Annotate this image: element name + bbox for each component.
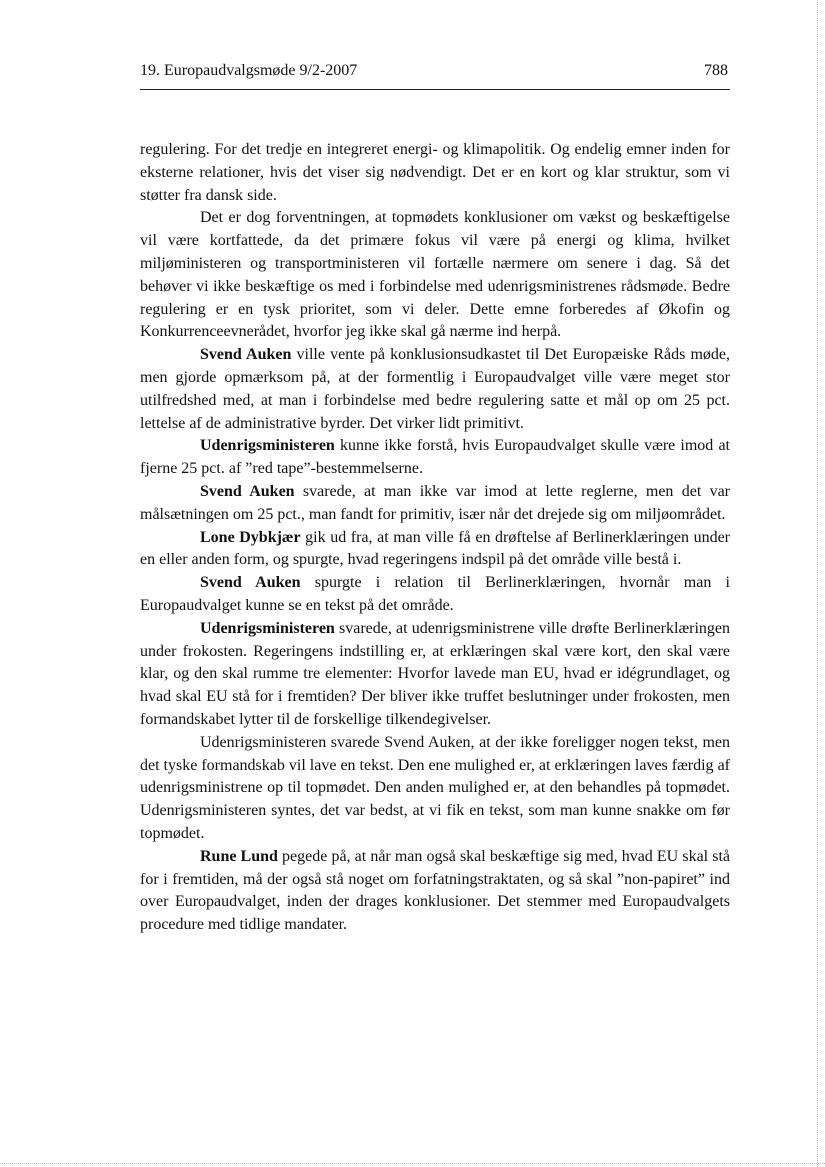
speaker-name: Svend Auken bbox=[200, 482, 295, 500]
header-title: 19. Europaudvalgsmøde 9/2-2007 bbox=[140, 62, 358, 79]
scan-edge-right bbox=[817, 0, 818, 1167]
paragraph-text: Det er dog forventningen, at topmødets konklusioner om vækst og beskæftigelse vil være kortfattede, da det primære fokus vil være på energi og klima, hvilket miljøministeren og transportministeren vil fortælle nærmere om senere i dag. Så det behøver vi ikke beskæftige os med i forbindelse med udenrigsministrenes rådsmøde. Bedre regulering er en tysk prioritet, som vi deler. Dette emne forberedes af Økofin og Konkurrenceevnerådet, hvorfor jeg ikke skal gå nærme ind herpå. bbox=[140, 209, 730, 341]
speaker-name: Lone Dybkjær bbox=[200, 528, 301, 546]
paragraph-text: ville vente på konklusionsudkastet til Det Europæiske Råds møde, men gjorde opmærksom på, at der formentlig i Europaudvalget ville være meget stor utilfredshed med, at man i forbindelse med bedre regulering satte et mål op om 25 pct. lettelse af de administrative byrder. Det virker lidt primitivt. bbox=[140, 346, 730, 432]
paragraph-text: regulering. For det tredje en integreret energi- og klimapolitik. Og endelig emner inden for eksterne relationer, hvis det viser sig nødvendigt. Det er en kort og klar struktur, som vi støtter fra dansk side. bbox=[140, 141, 730, 204]
paragraph-text: spurgte i relation til Berlinerklæringen, hvornår man i Europaudvalget kunne se en tekst på det område. bbox=[140, 574, 730, 614]
speaker-name: Udenrigsministeren bbox=[200, 437, 335, 455]
paragraph bbox=[140, 435, 730, 481]
paragraph bbox=[140, 572, 730, 618]
speaker-name: Svend Auken bbox=[200, 346, 292, 364]
speaker-name: Rune Lund bbox=[200, 847, 278, 865]
paragraph-text: Udenrigsministeren svarede Svend Auken, at der ikke foreligger nogen tekst, men det tyske formandskab vil lave en tekst. Den ene mulighed er, at erklæringen laves færdig af udenrigsministrene op til topmødet. Den anden mulighed er, at den behandles på topmødet. Udenrigsministeren syntes, det var bedst, at vi fik en tekst, som man kunne snakke om før topmødet. bbox=[140, 733, 730, 842]
paragraph-text: svarede, at udenrigsministrene ville drøfte Berlinerklæringen under frokosten. Regeringens indstilling er, at erklæringen skal være kort, den skal være klar, og den skal rumme tre elementer: Hvorfor lavede man EU, hvad er idégrundlaget, og hvad skal EU stå for i fremtiden? Der bliver ikke truffet beslutninger under frokosten, men formandskabet lytter til de forskellige tilkendegivelser. bbox=[140, 619, 730, 728]
body-text bbox=[140, 139, 730, 937]
paragraph bbox=[140, 527, 730, 573]
header-divider bbox=[140, 89, 730, 90]
speaker-name: Svend Auken bbox=[200, 574, 301, 592]
paragraph-text: kunne ikke forstå, hvis Europaudvalget skulle være imod at fjerne 25 pct. af ”red tape”-bestemmelserne. bbox=[140, 437, 730, 478]
paragraph bbox=[140, 732, 730, 846]
paragraph-text: gik ud fra, at man ville få en drøftelse af Berlinerklæringen under en eller anden form, og spurgte, hvad regeringens indspil på det område ville bestå i. bbox=[140, 528, 731, 569]
paragraph bbox=[140, 846, 730, 937]
paragraph bbox=[140, 139, 730, 207]
paragraph bbox=[140, 481, 730, 527]
paragraph bbox=[140, 344, 730, 435]
paragraph bbox=[140, 618, 730, 732]
page-header bbox=[140, 60, 728, 82]
speaker-name: Udenrigsministeren bbox=[200, 619, 335, 637]
paragraph-text: pegede på, at når man også skal beskæftige sig med, hvad EU skal stå for i fremtiden, må der også stå noget om forfatningstraktaten, og så skal ”non-papiret” ind over Europaudvalget, inden der drages konklusioner. Det stemmer med Europaudvalgets procedure med tidlige mandater. bbox=[140, 847, 731, 934]
paragraph bbox=[140, 207, 730, 344]
paragraph-text: svarede, at man ikke var imod at lette reglerne, men det var målsætningen om 25 pct., man fandt for primitiv, især når det drejede sig om miljøområdet. bbox=[140, 482, 731, 523]
page-number: 788 bbox=[704, 62, 728, 79]
scan-edge-bottom bbox=[0, 1163, 825, 1164]
